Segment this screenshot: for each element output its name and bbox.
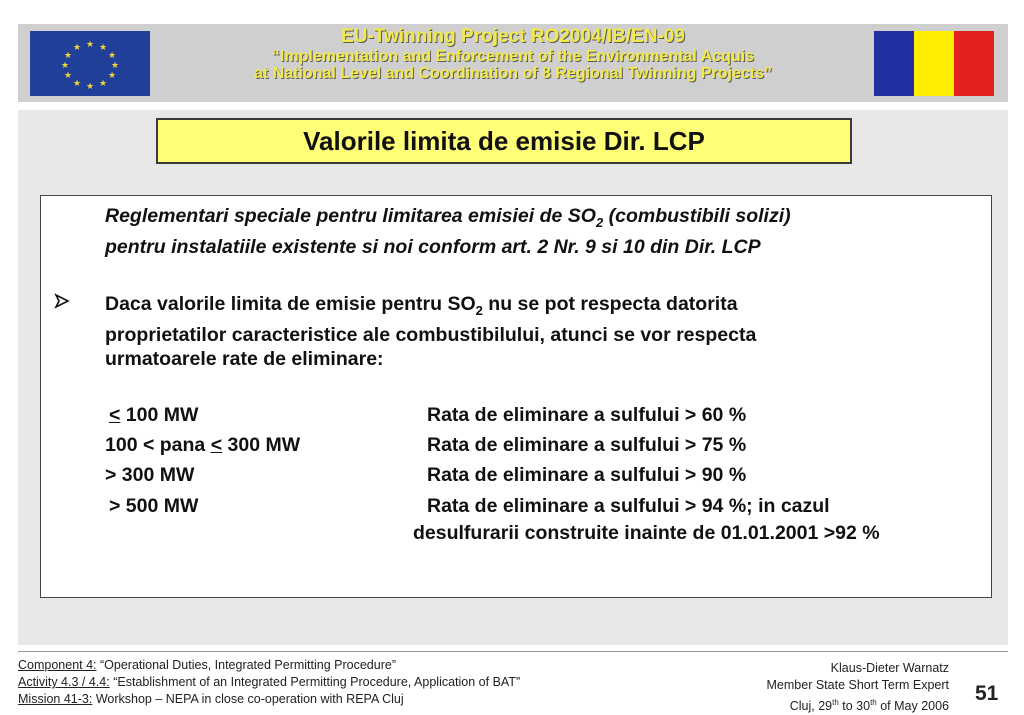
bullet-paragraph: Daca valorile limita de emisie pentru $SO_2$ nu se pot respecta datorita proprietatilor caracteristice ale combustibilului, atunci se vor respecta urmatoarele rate de eliminare: — [105, 293, 757, 370]
footer-divider — [18, 651, 1008, 652]
svg-text:★: ★ — [98, 79, 108, 89]
footer-mission: Mission 41-3: Workshop – NEPA in close co-operation with REPA Cluj — [18, 692, 404, 706]
footer-date: Cluj, 29th to 30th of May 2006 — [789, 698, 949, 714]
rate-row-2: Rata de eliminare a sulfului > 75 % — [427, 434, 747, 456]
capacity-row-1: < 100 MW — [109, 404, 199, 426]
svg-text:★: ★ — [85, 40, 95, 50]
rate-row-3: Rata de eliminare a sulfului > 90 % — [427, 464, 747, 486]
footer-activity: Activity 4.3 / 4.4: “Establishment of an Integrated Permitting Procedure, Application of BAT” — [18, 675, 521, 689]
content-box — [40, 195, 992, 598]
footer-right — [767, 660, 949, 715]
project-heading-line3: at National Level and Coordination of 8 Regional Twinning Projects” — [254, 65, 772, 83]
page-number: 51 — [975, 682, 999, 705]
rate-row-4-continued: desulfurarii construite inainte de 01.01.2001 >92 % — [413, 522, 880, 544]
svg-text:★: ★ — [98, 43, 108, 53]
project-heading-line2: “Implementation and Enforcement of the Environmental Acquis — [271, 47, 755, 65]
capacity-row-2: 100 < pana < 300 MW — [105, 434, 301, 456]
project-heading-line1: EU-Twinning Project RO2004/IB/EN-09 — [341, 26, 685, 47]
footer-component: Component 4: “Operational Duties, Integrated Permitting Procedure” — [18, 658, 396, 672]
svg-text:★: ★ — [110, 61, 120, 71]
capacity-row-4: > 500 MW — [109, 495, 199, 517]
arrow-bullet-icon — [54, 292, 70, 315]
eu-flag-icon — [30, 31, 150, 96]
project-heading — [158, 27, 868, 83]
slide-title: Valorile limita de emisie Dir. LCP — [156, 118, 852, 164]
header-banner — [18, 24, 1008, 102]
svg-text:★: ★ — [60, 61, 70, 71]
svg-text:★: ★ — [63, 51, 73, 61]
footer-role: Member State Short Term Expert — [766, 678, 949, 692]
svg-text:★: ★ — [72, 79, 82, 89]
footer-left — [18, 657, 520, 708]
svg-text:★: ★ — [107, 71, 117, 81]
capacity-row-3: > 300 MW — [105, 464, 195, 486]
svg-text:★: ★ — [72, 43, 82, 53]
rate-row-1: Rata de eliminare a sulfului > 60 % — [427, 404, 747, 426]
rate-row-4: Rata de eliminare a sulfului > 94 %; in cazul — [427, 495, 830, 517]
romania-flag-icon — [874, 31, 994, 96]
svg-text:★: ★ — [85, 82, 95, 92]
svg-text:★: ★ — [107, 51, 117, 61]
svg-text:★: ★ — [63, 71, 73, 81]
intro-paragraph: Reglementari speciale pentru limitarea emisiei de $SO_2$ (combustibili solizi) pentru instalatiile existente si noi conform art. 2 Nr. 9 si 10 din Dir. LCP — [105, 205, 791, 258]
footer-author: Klaus-Dieter Warnatz — [830, 661, 949, 675]
